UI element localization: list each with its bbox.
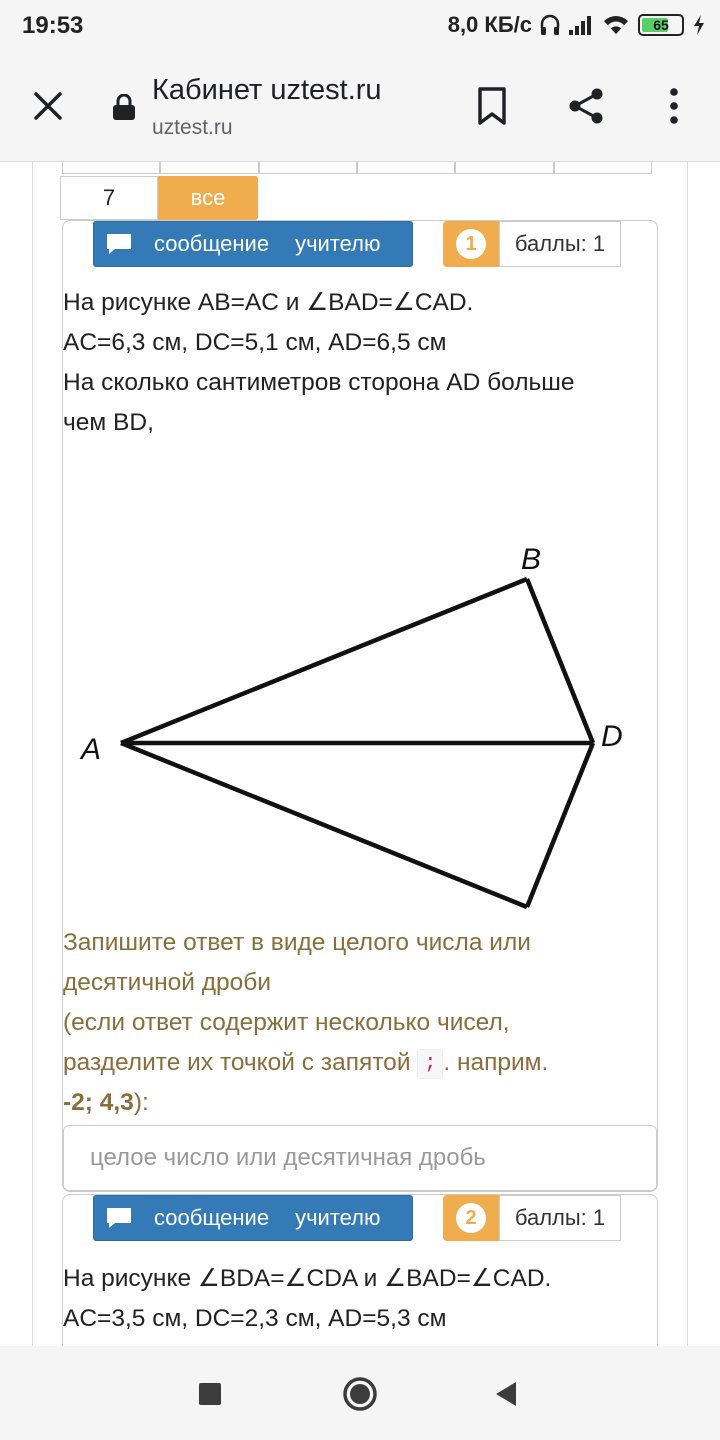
pager	[60, 176, 258, 220]
pager-number[interactable]: 7	[60, 176, 158, 220]
segment-ab	[121, 579, 527, 743]
grid-cell[interactable]	[455, 162, 553, 174]
question-line: На рисунке ∠BDA=∠CDA и ∠BAD=∠CAD.	[63, 1265, 552, 1292]
lock-icon[interactable]	[112, 94, 136, 120]
question-line: На сколько сантиметров сторона AD больше	[63, 369, 575, 396]
close-icon[interactable]	[28, 86, 68, 126]
grid-cell[interactable]	[62, 162, 160, 174]
pager-all-button[interactable]: все	[158, 176, 258, 220]
hint-text: ):	[133, 1089, 149, 1116]
question-text	[63, 1259, 663, 1339]
message-label-1: сообщение	[154, 1205, 270, 1230]
grid-cell[interactable]	[259, 162, 357, 174]
question-line: AC=6,3 см, DC=5,1 см, AD=6,5 см	[63, 329, 447, 356]
score-label: баллы: 1	[499, 221, 621, 267]
grid-cell[interactable]	[357, 162, 455, 174]
battery-icon	[638, 14, 684, 36]
status-time: 19:53	[22, 12, 84, 39]
answer-input[interactable]: целое число или десятичная дробь	[63, 1125, 657, 1191]
hint-line: десятичной дроби	[63, 969, 272, 996]
status-right	[448, 12, 706, 38]
question-grid	[62, 162, 652, 174]
question-number-badge	[443, 221, 499, 267]
segment-cd	[527, 743, 593, 907]
answer-hint	[63, 923, 659, 1123]
message-label-1: сообщение	[154, 231, 270, 256]
score-label: баллы: 1	[499, 1195, 621, 1241]
message-label-2: учителю	[295, 231, 381, 256]
home-icon[interactable]	[340, 1374, 380, 1414]
hint-text: . наприм.	[443, 1049, 549, 1076]
hint-text: разделите их точкой с запятой	[63, 1049, 411, 1076]
question-number-badge	[443, 1195, 499, 1241]
recents-icon[interactable]	[190, 1374, 230, 1414]
question-line: чем BD,	[63, 409, 154, 436]
segment-ac	[121, 743, 527, 907]
chat-bubble-icon	[106, 233, 132, 255]
network-speed: 8,0 КБ/с	[447, 12, 532, 37]
label-b: B	[521, 543, 542, 576]
hint-line	[63, 1043, 659, 1083]
semicolon-code: ;	[417, 1049, 443, 1079]
wifi-icon	[602, 14, 630, 36]
question-card-2	[62, 1194, 658, 1346]
message-teacher-button[interactable]	[93, 1195, 413, 1241]
back-icon[interactable]	[488, 1374, 528, 1414]
chat-bubble-icon	[106, 1207, 132, 1229]
hint-line: Запишите ответ в виде целого числа или	[63, 929, 531, 956]
label-a: A	[81, 733, 102, 766]
bookmark-icon[interactable]	[476, 86, 508, 126]
geometry-figure	[63, 471, 659, 911]
browser-toolbar	[0, 52, 720, 162]
question-number: 2	[456, 1203, 486, 1233]
page-content	[0, 162, 720, 1346]
system-nav-bar	[0, 1346, 720, 1440]
label-d: D	[601, 720, 623, 753]
hint-example: -2; 4,3	[63, 1089, 134, 1116]
headphones-icon	[540, 14, 560, 36]
segment-bd	[527, 579, 593, 743]
charging-icon	[692, 14, 706, 36]
page-url[interactable]: uztest.ru	[152, 116, 233, 139]
battery-level: 65	[653, 17, 669, 33]
signal-icon	[568, 14, 594, 36]
message-teacher-button[interactable]	[93, 221, 413, 267]
question-number: 1	[456, 229, 486, 259]
question-line: На рисунке AB=AC и ∠BAD=∠CAD.	[63, 289, 474, 316]
question-line: AC=3,5 см, DC=2,3 см, AD=5,3 см	[63, 1305, 447, 1332]
score-badge	[443, 1195, 621, 1241]
hint-line: (если ответ содержит несколько чисел,	[63, 1009, 510, 1036]
more-icon[interactable]	[660, 86, 688, 126]
hint-line	[63, 1083, 659, 1123]
page-title[interactable]: Кабинет uztest.ru	[152, 74, 382, 106]
status-bar	[0, 0, 720, 52]
message-label-2: учителю	[295, 1205, 381, 1230]
question-card-1	[62, 220, 658, 1192]
score-badge	[443, 221, 621, 267]
share-icon[interactable]	[566, 86, 606, 126]
question-text	[63, 283, 663, 443]
grid-cell[interactable]	[160, 162, 258, 174]
grid-cell[interactable]	[554, 162, 652, 174]
